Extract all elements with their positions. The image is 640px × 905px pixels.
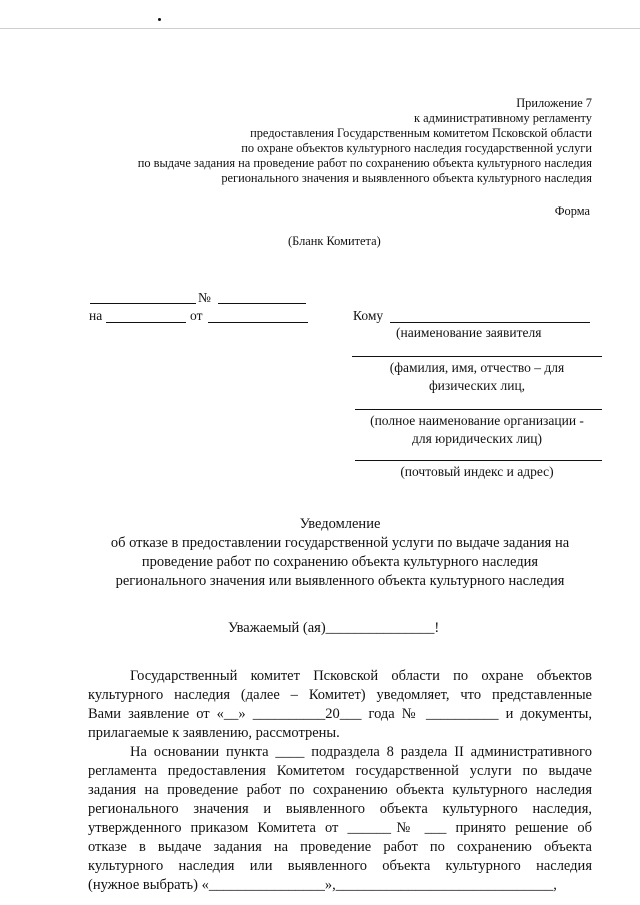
reg-number-blank-line: [218, 303, 306, 304]
recipient-line-4: [355, 460, 602, 461]
appendix-line: к административному регламенту: [414, 111, 592, 125]
paragraph-2-line: утвержденного приказом Комитета от ______№ ___ принято решение об: [88, 820, 592, 836]
scan-edge-line: [0, 28, 640, 29]
reg-ot-blank-line: [208, 322, 308, 323]
paragraph-2-line: регламента предоставления Комитетом государственной услуги по выдаче: [88, 763, 592, 779]
recipient-line-3: [355, 409, 602, 410]
paragraph-2-line: задания на проведение работ по сохранению объекта культурного наследия: [88, 782, 592, 798]
reg-date-blank-line: [90, 303, 196, 304]
salutation: Уважаемый (ая)_______________!: [228, 620, 440, 636]
recipient-line-2: [352, 356, 602, 357]
appendix-line: Приложение 7: [516, 96, 592, 110]
recipient-address: (почтовый индекс и адрес): [400, 464, 554, 479]
appendix-line: по охране объектов культурного наследия государственной услуги: [241, 141, 592, 155]
blank-label: (Бланк Комитета): [288, 234, 381, 248]
notice-heading: Уведомление: [299, 516, 381, 532]
paragraph-1: [88, 667, 592, 743]
paragraph-1-line: Вами заявление от «__» __________20___ года № __________ и документы,: [88, 706, 592, 722]
notice-title: [60, 515, 620, 591]
appendix-line: предоставления Государственным комитетом Псковской области: [250, 126, 592, 140]
reg-na-blank-line: [106, 322, 186, 323]
appendix-line: по выдаче задания на проведение работ по сохранению объекта культурного наследия: [137, 156, 592, 170]
reg-ot-label: от: [190, 308, 203, 323]
form-label: Форма: [554, 204, 590, 218]
recipient-to-line: [390, 322, 590, 323]
notice-line: об отказе в предоставлении государственной услуги по выдаче задания на: [110, 535, 570, 551]
recipient-individual-1: (фамилия, имя, отчество – для: [389, 360, 565, 375]
paragraph-2-line: регионального значения и выявленного объекта культурного наследия,: [88, 801, 592, 817]
paragraph-1-line: прилагаемые к заявлению, рассмотрены.: [88, 725, 340, 741]
reg-na-label: на: [89, 308, 103, 323]
paragraph-2-line: На основании пункта ____ подраздела 8 раздела II административного: [130, 744, 592, 760]
notice-line: проведение работ по сохранению объекта культурного наследия: [141, 554, 539, 570]
paragraph-1-line: культурного наследия (далее – Комитет) уведомляет, что представленные: [88, 687, 592, 703]
paragraph-2: [88, 743, 592, 895]
recipient-org-2: для юридических лиц): [411, 431, 543, 446]
recipient-applicant-name: (наименование заявителя: [396, 325, 542, 340]
appendix-line: регионального значения и выявленного объекта культурного наследия: [221, 171, 592, 185]
recipient-individual-2: физических лиц,: [428, 378, 526, 393]
scan-dot: [158, 18, 161, 21]
recipient-org-1: (полное наименование организации -: [370, 413, 584, 428]
paragraph-2-line: (нужное выбрать) «________________»,______________________________,: [88, 877, 557, 893]
recipient-to-label: Кому: [353, 308, 384, 323]
paragraph-2-line: отказе в выдаче задания на проведение работ по сохранению объекта: [88, 839, 592, 855]
paragraph-2-line: культурного наследия или выявленного объекта культурного наследия: [88, 858, 592, 874]
appendix-header: [138, 96, 592, 186]
notice-line: регионального значения или выявленного объекта культурного наследия: [115, 573, 565, 589]
reg-number-sign: №: [198, 290, 211, 305]
paragraph-1-line: Государственный комитет Псковской области по охране объектов: [130, 668, 592, 684]
